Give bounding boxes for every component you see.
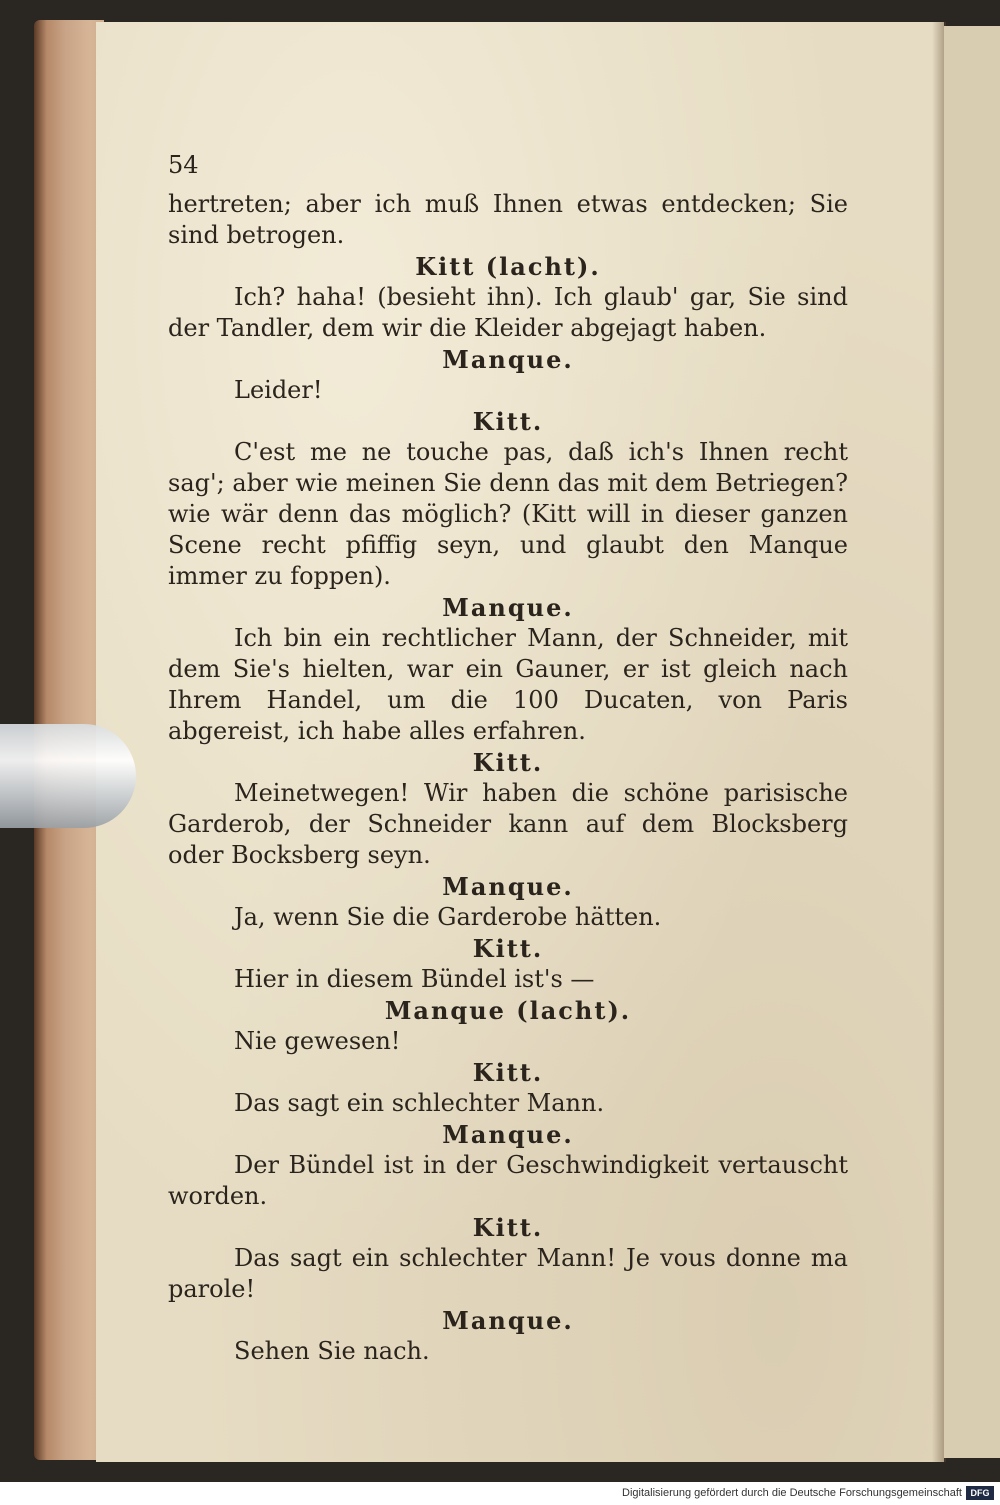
- dialogue-paragraph: Leider!: [234, 376, 323, 404]
- speaker-label: Kitt.: [472, 1058, 544, 1087]
- dialogue-paragraph: Meinetwegen! Wir haben die schöne parisische Garderob, der Schneider kann auf dem Blocksberg oder Bocksberg seyn.: [168, 779, 848, 869]
- speaker-label: Kitt.: [472, 748, 544, 777]
- dfg-logo: DFG: [966, 1486, 994, 1500]
- page-text: [168, 150, 848, 1367]
- speaker-label: Manque.: [442, 593, 574, 622]
- speaker-label: Kitt.: [472, 1213, 544, 1242]
- speaker-label: Manque.: [442, 1306, 574, 1335]
- text-body: [168, 189, 848, 1367]
- footer-credit: Digitalisierung gefördert durch die Deutsche Forschungsgemeinschaft: [622, 1487, 962, 1499]
- dialogue-paragraph: hertreten; aber ich muß Ihnen etwas entdecken; Sie sind betrogen.: [168, 190, 848, 249]
- speaker-label: Manque (lacht).: [384, 996, 632, 1025]
- speaker-label: Manque.: [442, 1120, 574, 1149]
- dialogue-paragraph: C'est me ne touche pas, daß ich's Ihnen recht sag'; aber wie meinen Sie denn das mit dem Betriegen? wie wär denn das möglich? (Kitt will in dieser ganzen Scene recht pfiffig seyn, und glaubt den Manque immer zu foppen).: [168, 438, 848, 590]
- dialogue-paragraph: Der Bündel ist in der Geschwindigkeit vertauscht worden.: [168, 1151, 848, 1210]
- dialogue-paragraph: Das sagt ein schlechter Mann.: [234, 1089, 605, 1117]
- dialogue-paragraph: Nie gewesen!: [234, 1027, 401, 1055]
- dialogue-paragraph: Sehen Sie nach.: [234, 1337, 430, 1365]
- speaker-label: Kitt (lacht).: [415, 252, 601, 281]
- speaker-label: Kitt.: [472, 407, 544, 436]
- dialogue-paragraph: Ich bin ein rechtlicher Mann, der Schneider, mit dem Sie's hielten, war ein Gauner, er ist gleich nach Ihrem Handel, um die 100 Ducaten, von Paris abgereist, ich habe alles erfahren.: [168, 624, 848, 745]
- dialogue-paragraph: Das sagt ein schlechter Mann! Je vous donne ma parole!: [168, 1244, 848, 1303]
- page-holder-clip: [0, 724, 136, 828]
- dialogue-paragraph: Hier in diesem Bündel ist's —: [234, 965, 595, 993]
- footer-bar: [0, 1482, 1000, 1505]
- facing-page-edge: [944, 26, 1000, 1458]
- speaker-label: Manque.: [442, 345, 574, 374]
- dialogue-paragraph: Ich? haha! (besieht ihn). Ich glaub' gar, Sie sind der Tandler, dem wir die Kleider abgejagt haben.: [168, 283, 848, 342]
- speaker-label: Manque.: [442, 872, 574, 901]
- dialogue-paragraph: Ja, wenn Sie die Garderobe hätten.: [234, 903, 662, 931]
- speaker-label: Kitt.: [472, 934, 544, 963]
- page-number: 54: [168, 151, 199, 179]
